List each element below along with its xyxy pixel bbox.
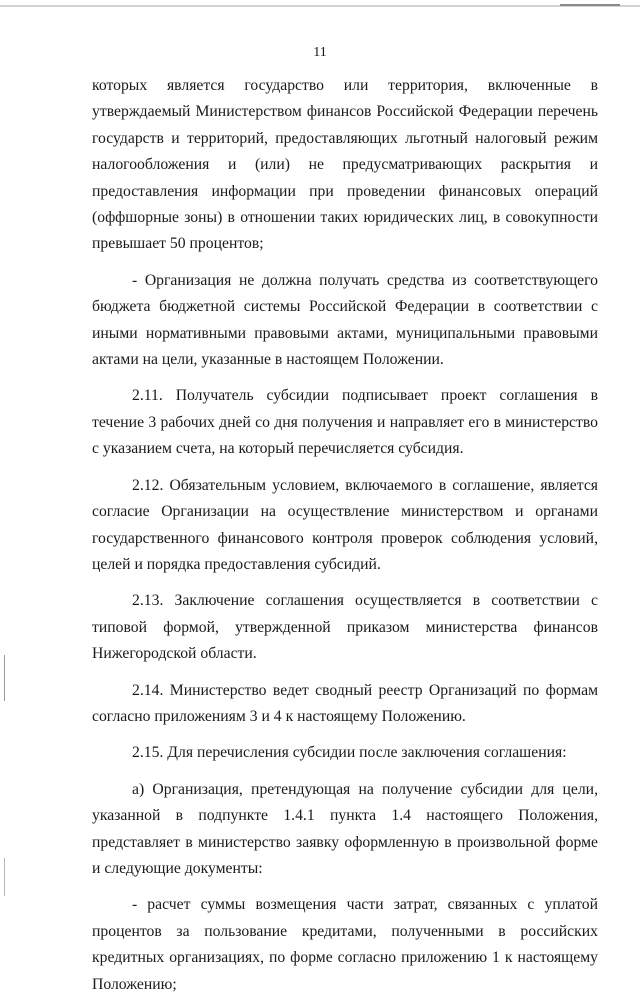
paragraph-2-15-a: а) Организация, претендующая на получение субсидии для цели, указанной в подпункте 1.4.1 пункта 1.4 настоящего Положения, представляет в министерство заявку оформленную в произвольной форме и следующие документы: bbox=[92, 780, 598, 877]
scan-top-mark bbox=[560, 4, 620, 6]
paragraph-2-11: 2.11. Получатель субсидии подписывает проект соглашения в течение 3 рабочих дней со дня получения и направляет его в министерство с указанием счета, на который перечисляется субсидия. bbox=[92, 387, 598, 458]
paragraph-2-14: 2.14. Министерство ведет сводный реестр Организаций по формам согласно приложениям 3 и 4 к настоящему Положению. bbox=[92, 681, 598, 725]
paragraph-offshore-continuation: которых является государство или территория, включенные в утверждаемый Министерством финансов Российской Федерации перечень государств и территорий, предоставляющих льготный налоговый режим налогообложения и (или) не предусматривающих раскрытия и предоставления информации при проведении финансовых операций (оффшорные зоны) в отношении таких юридических лиц, в совокупности превышает 50 процентов; bbox=[92, 77, 598, 253]
page-number: 11 bbox=[313, 45, 327, 60]
scan-top-rule bbox=[0, 5, 640, 7]
paragraph-2-15: 2.15. Для перечисления субсидии после заключения соглашения: bbox=[132, 744, 567, 762]
paragraph-no-other-funds: - Организация не должна получать средства из соответствующего бюджета бюджетной системы Российской Федерации в соответствии с иными нормативными правовыми актами, муниципальными правовыми актами на цели, указанные в настоящем Положении. bbox=[92, 271, 598, 369]
paragraph-2-12: 2.12. Обязательным условием, включаемого в соглашение, является согласие Организации на осуществление министерством и органами государственного финансового контроля проверок соблюдения условий, целей и порядка предоставления субсидий. bbox=[92, 476, 598, 573]
scan-left-mark bbox=[4, 655, 5, 701]
paragraph-interest-calculation: - расчет суммы возмещения части затрат, связанных с уплатой процентов за пользование кредитами, полученными в российских кредитных организациях, по форме согласно приложению 1 к настоящему Положению; bbox=[92, 896, 598, 993]
scan-left-mark-lower bbox=[4, 858, 5, 896]
document-body bbox=[92, 73, 598, 998]
paragraph-2-13: 2.13. Заключение соглашения осуществляется в соответствии с типовой формой, утвержденной приказом министерства финансов Нижегородской области. bbox=[92, 592, 598, 663]
